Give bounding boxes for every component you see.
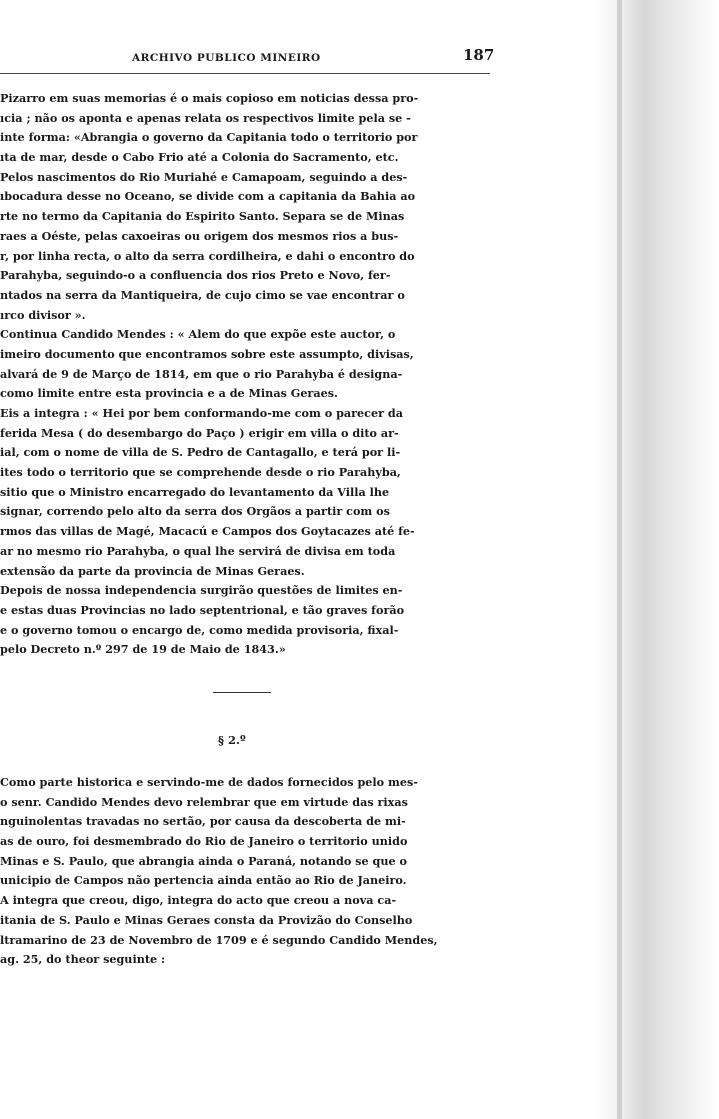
text-line: extensão da parte da provincia de Minas Geraes.: [0, 563, 305, 578]
text-line: e estas duas Provincias no lado septentrional, e tão graves forão: [0, 602, 405, 617]
text-line: ıbocadura desse no Oceano, se divide com a capitania da Bahia ao: [0, 189, 416, 204]
text-line: nguinolentas travadas no sertão, por causa da descoberta de mi-: [0, 814, 406, 829]
text-line: ag. 25, do theor seguinte :: [0, 952, 166, 967]
text-line: itania de S. Paulo e Minas Geraes consta da Provizão do Conselho: [0, 912, 413, 927]
text-line: Parahyba, seguindo-o a confluencia dos rios Preto e Novo, fer-: [0, 268, 391, 283]
text-line: unicipio de Campos não pertencia ainda então ao Rio de Janeiro.: [0, 873, 407, 888]
scan-page-edge-shadow: [594, 0, 719, 1119]
page-number: 187: [463, 46, 495, 64]
text-line: Minas e S. Paulo, que abrangia ainda o Paraná, notando se que o: [0, 853, 407, 868]
running-header: [0, 40, 495, 72]
text-line: ferida Mesa ( do desembargo do Paço ) erigir em villa o dito ar-: [0, 425, 399, 440]
text-line: ıcia ; não os aponta e apenas relata os respectivos limite pela se -: [0, 110, 411, 125]
text-line: ial, com o nome de villa de S. Pedro de Cantagallo, e terá por li-: [0, 445, 401, 460]
text-line: rmos das villas de Magé, Macacú e Campos dos Goytacazes até fe-: [0, 524, 415, 539]
text-line: o senr. Candido Mendes devo relembrar que em virtude das rixas: [0, 794, 408, 809]
text-line: Depois de nossa independencia surgirão questões de limites en-: [0, 583, 403, 598]
text-block-1: [0, 89, 498, 660]
text-line: e o governo tomou o encargo de, como medida provisoria, fixal-: [0, 622, 399, 637]
text-line: Eis a integra : « Hei por bem conformando-me com o parecer da: [0, 406, 403, 420]
text-line: como limite entre esta provincia e a de Minas Geraes.: [0, 386, 338, 401]
text-line: ntados na serra da Mantiqueira, de cujo cimo se vae encontrar o: [0, 287, 405, 302]
text-line: Como parte historica e servindo-me de dados fornecidos pelo mes-: [0, 775, 418, 789]
text-line: ıta de mar, desde o Cabo Frio até a Colonia do Sacramento, etc.: [0, 150, 399, 165]
text-line: imeiro documento que encontramos sobre este assumpto, divisas,: [0, 346, 414, 361]
section-heading: § 2.º: [218, 733, 246, 747]
text-line: rte no termo da Capitania do Espirito Santo. Separa se de Minas: [0, 209, 405, 224]
text-line: A integra que creou, digo, integra do acto que creou a nova ca-: [0, 893, 397, 908]
text-line: ltramarino de 23 de Novembro de 1709 e é segundo Candido Mendes,: [0, 932, 438, 947]
text-line: Continua Candido Mendes : « Alem do que expõe este auctor, o: [0, 327, 396, 342]
text-line: raes a Oéste, pelas caxoeiras ou origem dos mesmos rios a bus-: [0, 228, 399, 243]
scan-binding-line: [617, 0, 622, 1119]
text-line: alvará de 9 de Março de 1814, em que o rio Parahyba é designa-: [0, 366, 403, 381]
section-divider: [213, 692, 271, 693]
text-line: pelo Decreto n.º 297 de 19 de Maio de 1843.»: [0, 642, 286, 657]
header-title: ARCHIVO PUBLICO MINEIRO: [132, 52, 321, 64]
header-rule: [0, 73, 490, 74]
text-block-2: [0, 773, 498, 970]
text-line: sitio que o Ministro encarregado do levantamento da Villa lhe: [0, 484, 390, 499]
text-line: Pizarro em suas memorias é o mais copioso em noticias dessa pro-: [0, 91, 419, 105]
text-line: ites todo o territorio que se comprehende desde o rio Parahyba,: [0, 465, 401, 480]
text-line: signar, correndo pelo alto da serra dos Orgãos a partir com os: [0, 504, 390, 519]
text-line: ırco divisor ».: [0, 307, 86, 322]
text-line: ar no mesmo rio Parahyba, o qual lhe servirá de divisa em toda: [0, 543, 396, 558]
text-line: inte forma: «Abrangia o governo da Capitania todo o territorio por: [0, 130, 418, 145]
text-line: as de ouro, foi desmembrado do Rio de Janeiro o territorio unido: [0, 834, 408, 849]
text-line: r, por linha recta, o alto da serra cordilheira, e dahi o encontro do: [0, 248, 415, 263]
text-line: Pelos nascimentos do Rio Muriahé e Camapoam, seguindo a des-: [0, 169, 408, 184]
